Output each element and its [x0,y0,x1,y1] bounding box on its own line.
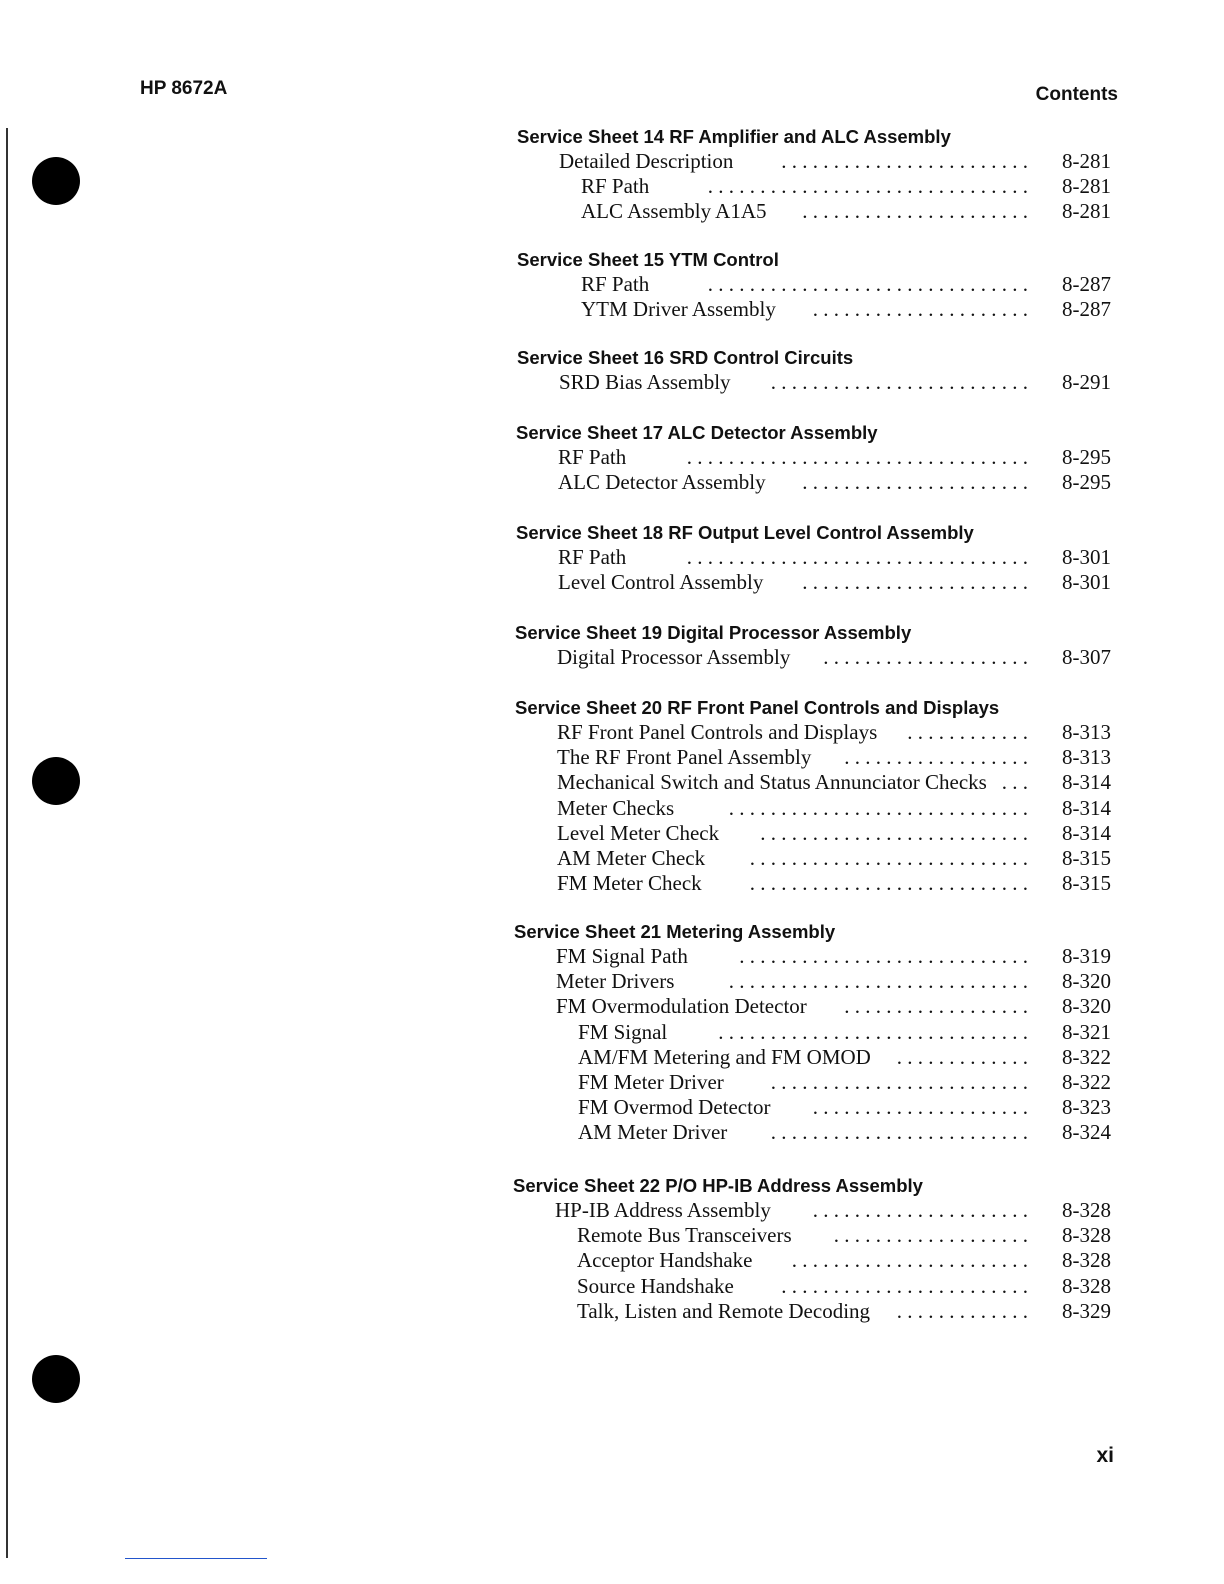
toc-entry-title: RF Path [558,445,627,469]
toc-entry [557,821,1122,846]
toc-entry-page: 8-314 [1062,795,1111,820]
toc-entry-title: Mechanical Switch and Status Annunciator Checks [557,770,987,795]
toc-entry-page: 8-281 [1062,199,1111,224]
toc-entry-page: 8-328 [1062,1223,1111,1248]
toc-entry [581,199,1122,224]
dot-leader: . . . . . . . . . . . . . . . . . . . . . . . . . . . . . [728,969,1028,994]
dot-leader: . . . . . . . . . . . . . . . . . . . . . . . . . . . . . . . . . [686,445,1028,469]
dot-leader: . . . . . . . . . . . . . . . . . . . . . . . . . [770,1120,1028,1145]
toc-entry-title: FM Meter Check [557,871,702,896]
toc-entry-title: YTM Driver Assembly [581,297,776,322]
toc-entry-title: ALC Detector Assembly [558,470,766,495]
toc-entry-title: Level Meter Check [557,820,720,845]
dot-leader: . . . . . . . . . . . . . . . . . . . . . . . . . . . . . . . [707,272,1028,296]
dot-leader: . . . . . . . . . . . . . . . . . . . . . . . . . . . [749,871,1028,896]
toc-entry-page: 8-313 [1062,720,1111,744]
toc-entry-title: AM Meter Check [557,846,706,870]
toc-entry-page: 8-328 [1062,1198,1111,1222]
dot-leader: . . . . . . . . . . . . . . . . . . . . . . . . . . [760,820,1028,845]
toc-entry-title: RF Path [581,174,650,199]
toc-entry-title: AM Meter Driver [578,1120,728,1145]
toc-entry-page: 8-315 [1062,846,1111,870]
toc-entry-title: Level Control Assembly [558,570,764,595]
toc-entry-title: AM/FM Metering and FM OMOD [578,1044,871,1069]
dot-leader: . . . . . . . . . . . . . . . . . . . . . [812,1198,1028,1222]
toc-entry-title: Acceptor Handshake [577,1248,753,1273]
dot-leader: . . . . . . . . . . . . . . . . . . [844,745,1028,770]
dot-leader: . . . . . . . . . . . . . . . . . . . . . . . . . . . . . [728,795,1028,820]
dot-leader: . . . . . . . . . . . . . . . . . . . . . . [802,199,1028,224]
toc-entry-page: 8-320 [1062,994,1111,1019]
toc-entry-title: RF Path [581,272,650,296]
toc-entry-title: Talk, Listen and Remote Decoding [577,1298,871,1323]
dot-leader: . . . . . . . . . . . . [907,720,1028,744]
toc-entry-title: RF Front Panel Controls and Displays [557,720,878,744]
toc-entry [581,272,1122,297]
toc-entry [578,1020,1122,1045]
toc-entry-page: 8-320 [1062,969,1111,994]
model-header: HP 8672A [140,78,228,99]
dot-leader: . . . . . . . . . . . . . . . . . . . . . . . . . . . . . . . . . [686,545,1028,569]
toc-entry [577,1223,1122,1248]
toc-entry-page: 8-307 [1062,645,1111,669]
toc-entry-page: 8-324 [1062,1120,1111,1145]
toc-entry [557,645,1122,670]
toc-entry [578,1045,1122,1070]
toc-entry-page: 8-315 [1062,871,1111,896]
toc-entry-title: FM Signal Path [556,944,688,968]
toc-entry-page: 8-291 [1062,370,1111,394]
toc-entry-title: Source Handshake [577,1273,734,1298]
toc-entry-title: Meter Drivers [556,969,675,994]
toc-entry [557,846,1122,871]
toc-entry-title: Remote Bus Transceivers [577,1223,792,1248]
dot-leader: . . . . . . . . . . . . . . . . . . . . . . . . . . . [749,846,1028,870]
toc-entry [558,445,1122,470]
toc-entry-page: 8-322 [1062,1070,1111,1094]
dot-leader: . . . . . . . . . . . . . . . . . . . . . . . . . . . . [739,944,1028,968]
toc-entry [577,1299,1122,1324]
section-header: Contents [1035,84,1118,105]
toc-entry-page: 8-329 [1062,1298,1111,1323]
service-sheet-heading: Service Sheet 20 RF Front Panel Controls and Displays [515,697,1000,718]
toc-entry-page: 8-314 [1062,820,1111,845]
dot-leader: . . . [1001,770,1028,795]
toc-entry-title: FM Meter Driver [578,1070,724,1094]
toc-entry-title: The RF Front Panel Assembly [557,745,812,770]
toc-entry [578,1120,1122,1145]
service-sheet-heading: Service Sheet 14 RF Amplifier and ALC Assembly [517,126,951,147]
toc-entry-title: ALC Assembly A1A5 [581,199,767,224]
toc-entry [556,944,1122,969]
dot-leader: . . . . . . . . . . . . . . . . . . . . . [812,1095,1028,1120]
dot-leader: . . . . . . . . . . . . . [896,1044,1028,1069]
toc-entry [559,370,1122,395]
toc-entry [558,470,1122,495]
toc-entry-page: 8-295 [1062,470,1111,495]
toc-entry-page: 8-323 [1062,1095,1111,1120]
toc-entry-page: 8-281 [1062,149,1111,173]
toc-entry-title: FM Signal [578,1019,668,1044]
dot-leader: . . . . . . . . . . . . . . . . . . . . . . . . . . . . . . . [707,174,1028,199]
service-sheet-heading: Service Sheet 19 Digital Processor Assembly [515,622,912,643]
toc-entry-page: 8-287 [1062,297,1111,322]
toc-entry [577,1248,1122,1273]
dot-leader: . . . . . . . . . . . . . . . . . . . . . . [802,470,1028,495]
toc-entry-page: 8-322 [1062,1044,1111,1069]
toc-entry [578,1070,1122,1095]
toc-entry-page: 8-313 [1062,745,1111,770]
toc-entry-page: 8-287 [1062,272,1111,296]
toc-entry-page: 8-301 [1062,570,1111,595]
toc-entry [557,770,1122,795]
toc-entry-page: 8-328 [1062,1248,1111,1273]
toc-entry-title: Meter Checks [557,795,675,820]
toc-entry-page: 8-328 [1062,1273,1111,1298]
dot-leader: . . . . . . . . . . . . . . . . . . . . [823,645,1028,669]
page-number: xi [1096,1444,1114,1467]
toc-entry-page: 8-295 [1062,445,1111,469]
service-sheet-heading: Service Sheet 22 P/O HP-IB Address Assembly [513,1175,923,1196]
toc-entry-page: 8-301 [1062,545,1111,569]
toc-entry [555,1198,1122,1223]
toc-entry [558,570,1122,595]
toc-entry [557,796,1122,821]
toc-entry-page: 8-321 [1062,1019,1111,1044]
toc-entry-page: 8-319 [1062,944,1111,968]
toc-entry-title: RF Path [558,545,627,569]
toc-entry [556,994,1122,1019]
dot-leader: . . . . . . . . . . . . . . . . . . . . . . . . [781,1273,1028,1298]
dot-leader: . . . . . . . . . . . . . [896,1298,1028,1323]
toc-entry [578,1095,1122,1120]
toc-entry [557,720,1122,745]
toc-entry-title: HP-IB Address Assembly [555,1198,771,1222]
service-sheet-heading: Service Sheet 17 ALC Detector Assembly [516,422,878,443]
dot-leader: . . . . . . . . . . . . . . . . . . . . . . . . . . . . . . [718,1019,1028,1044]
toc-entry [559,149,1122,174]
service-sheet-heading: Service Sheet 16 SRD Control Circuits [517,347,854,368]
dot-leader: . . . . . . . . . . . . . . . . . . . . . . . . . [770,370,1028,394]
service-sheet-heading: Service Sheet 18 RF Output Level Control Assembly [516,522,974,543]
toc-entry [557,871,1122,896]
toc-entry-title: Detailed Description [559,149,734,173]
toc-entry-title: FM Overmod Detector [578,1095,771,1120]
toc-entry-title: Digital Processor Assembly [557,645,791,669]
toc-entry [577,1274,1122,1299]
dot-leader: . . . . . . . . . . . . . . . . . . . . . . [802,570,1028,595]
toc-entry [581,174,1122,199]
dot-leader: . . . . . . . . . . . . . . . . . . . . . . . . . [770,1070,1028,1094]
toc-entry [581,297,1122,322]
toc-entry-page: 8-281 [1062,174,1111,199]
service-sheet-heading: Service Sheet 15 YTM Control [517,249,779,270]
toc-entry [556,969,1122,994]
toc-entry [558,545,1122,570]
dot-leader: . . . . . . . . . . . . . . . . . . . [833,1223,1028,1248]
toc-entry-page: 8-314 [1062,770,1111,795]
dot-leader: . . . . . . . . . . . . . . . . . . . . . . . [791,1248,1028,1273]
dot-leader: . . . . . . . . . . . . . . . . . . . . . [812,297,1028,322]
toc-entry-title: FM Overmodulation Detector [556,994,807,1019]
service-sheet-heading: Service Sheet 21 Metering Assembly [514,921,836,942]
toc-entry [557,745,1122,770]
dot-leader: . . . . . . . . . . . . . . . . . . [844,994,1028,1019]
toc-entry-title: SRD Bias Assembly [559,370,731,394]
dot-leader: . . . . . . . . . . . . . . . . . . . . . . . . [781,149,1028,173]
